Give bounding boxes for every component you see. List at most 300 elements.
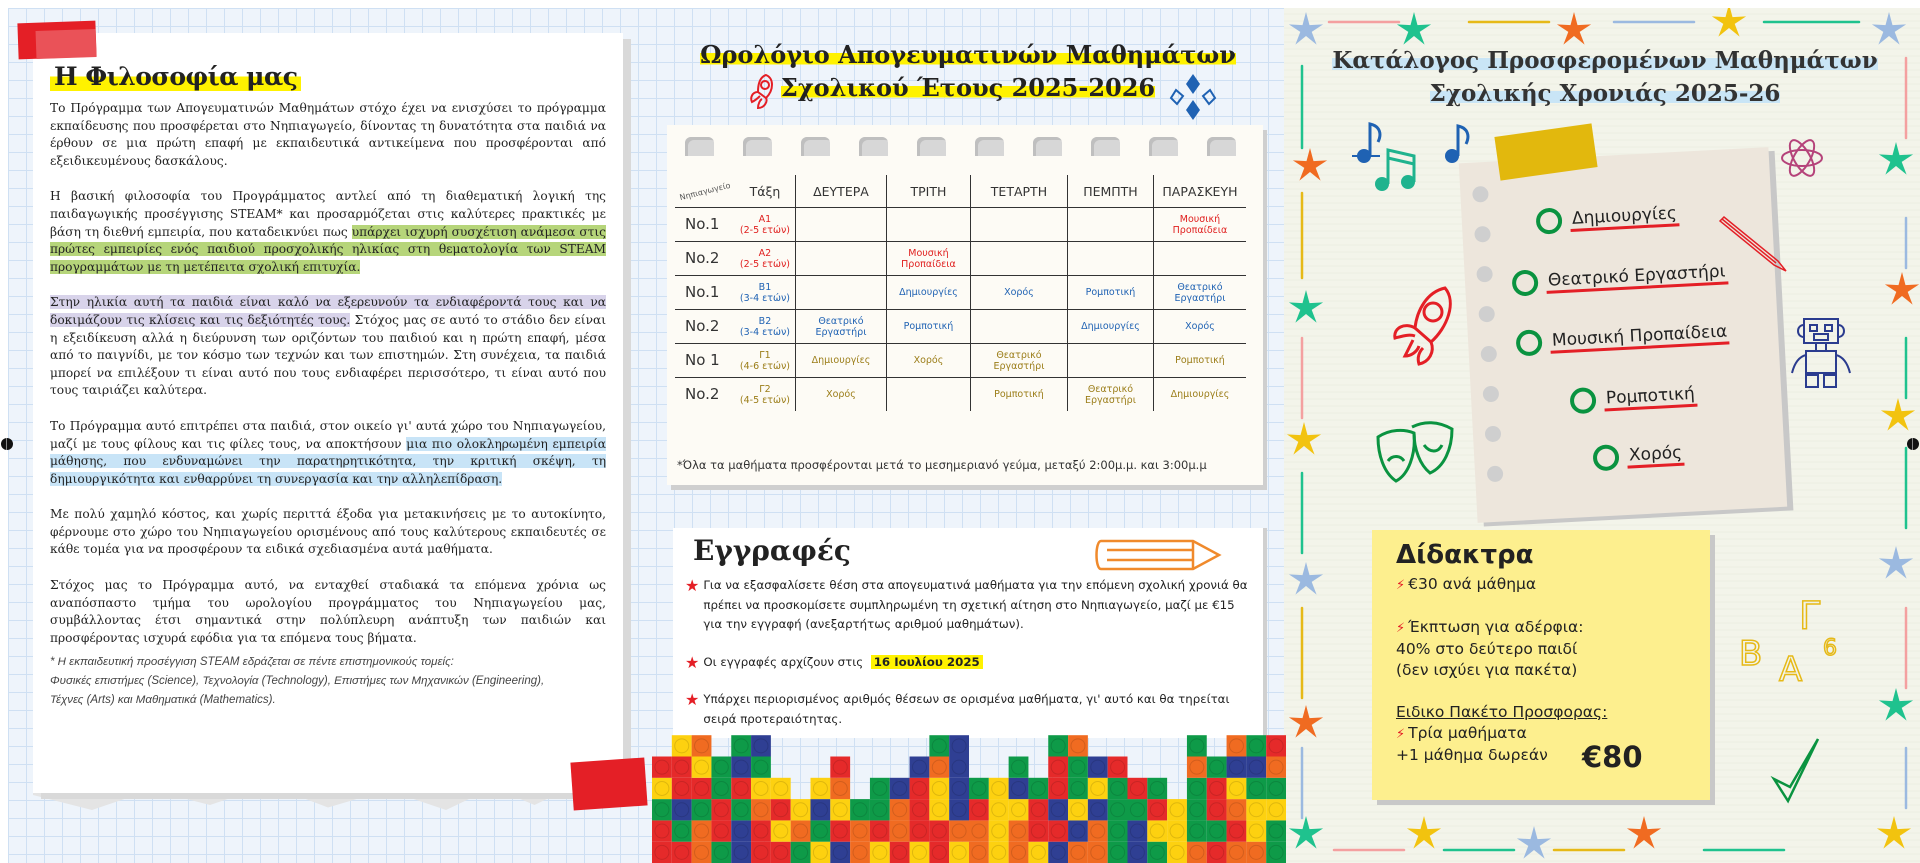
lego-stud <box>912 845 926 859</box>
philosophy-paragraph-4 <box>50 418 606 488</box>
lego-stud <box>813 845 827 859</box>
lego-stud <box>932 781 946 795</box>
lego-stud <box>1091 760 1105 774</box>
lego-stud <box>1130 803 1144 817</box>
lego-stud <box>695 739 709 753</box>
lego-stud <box>734 845 748 859</box>
binder-hole <box>1207 137 1236 156</box>
lego-stud <box>1170 824 1184 838</box>
philosophy-paragraph-1: Το Πρόγραμμα των Απογευματινών Μαθημάτων στόχο έχει να ενισχύσει το πρόγραμμα εκπαίδευσης που προσφέρεται στο Νηπιαγωγείο, δίνοντας τη δυνατότητα στα παιδιά να έρθουν σε μια πρώτη επαφή με εκπαιδευτικά αντικείμενα που προσφέρονται από εξειδικευμένους δασκάλους. <box>50 101 606 168</box>
class-name: B1 <box>758 281 772 293</box>
lego-stud <box>1229 760 1243 774</box>
schedule-row <box>675 208 1246 242</box>
lego-stud <box>1150 803 1164 817</box>
binder-hole <box>685 137 714 156</box>
lego-stud <box>774 824 788 838</box>
lego-stud <box>655 845 669 859</box>
star-decoration <box>1293 148 1327 181</box>
lego-stud <box>1269 739 1283 753</box>
pencil-icon <box>1093 538 1223 572</box>
offer-line: +1 μάθημα δωρεάν <box>1396 746 1548 764</box>
lego-stud <box>932 803 946 817</box>
course-label: Χορός <box>1626 442 1684 468</box>
lego-stud <box>1269 781 1283 795</box>
lego-stud <box>873 824 887 838</box>
lego-stud <box>992 845 1006 859</box>
lego-stud <box>1012 760 1026 774</box>
lego-stud <box>675 824 689 838</box>
letter-gamma: Γ <box>1799 595 1821 638</box>
lego-stud <box>754 824 768 838</box>
registration-item-text: Για να εξασφαλίσετε θέση στα απογευματινά μαθήματα για την επόμενη σχολική χρονιά θα πρέπει να προσκομίσετε συμπληρωμένη τη σχετική αίτηση στο Νηπιαγωγείο, μαζί με €15 για την εγγραφή (ανεξαρτήτως αριθμού μαθημάτων). <box>703 578 1248 631</box>
lego-stud <box>1170 803 1184 817</box>
lego-stud <box>833 781 847 795</box>
philosophy-paragraph-5: Με πολύ χαμηλό κόστος, και χωρίς περιττά έξοδα για μετακινήσεις με το αυτοκίνητο, φέρνουμε στο χώρο του Νηπιαγωγείου ορισμένους από τους καλύτερους εκπαιδευτές σε κάθε τομέα για να προσφέρουν τα ειδικά σχεδιασμένα αυτά μαθήματα. <box>50 507 606 557</box>
diamond-icon <box>1168 72 1218 122</box>
class-cell <box>735 242 796 276</box>
class-cell <box>735 344 796 378</box>
star-decoration <box>1289 290 1323 323</box>
lego-stud <box>675 803 689 817</box>
lego-stud <box>1210 803 1224 817</box>
registration-item <box>685 576 1255 635</box>
lesson-cell <box>970 208 1067 242</box>
star-decoration <box>1289 816 1323 849</box>
schedule-row <box>675 310 1246 344</box>
binder-holes <box>685 137 1236 156</box>
class-ages: (4-5 ετών) <box>739 394 790 406</box>
lego-stud <box>714 760 728 774</box>
lesson-cell: Ρομποτική <box>886 310 970 344</box>
lego-stud <box>1031 845 1045 859</box>
schedule-note: *Όλα τα μαθήματα προσφέρονται μετά το μεσημεριανό γεύμα, μεταξύ 2:00μ.μ. και 3:00μ.μ <box>677 458 1207 472</box>
schedule-title-line-2: Σχολικού Έτους 2025-2026 <box>780 73 1156 102</box>
lego-stud <box>714 781 728 795</box>
lego-stud <box>1111 760 1125 774</box>
lego-stud <box>1071 781 1085 795</box>
lego-stud <box>754 739 768 753</box>
lego-stud <box>1190 760 1204 774</box>
lego-stud <box>1249 781 1263 795</box>
binder-hole <box>743 137 772 156</box>
highlighted-text: υπάρχει ισχυρή συσχέτιση ανάμεσα στις πρώτες εμπειρίες ενός παιδιού προσχολικής ηλικίας στη θεματολογία των STEAM προγραμμάτων με τη μετέπειτα σχολική επιτυχία. <box>50 224 606 274</box>
lego-stud <box>774 803 788 817</box>
lego-stud <box>1249 803 1263 817</box>
school-cell: No 1 <box>675 344 735 378</box>
star-decoration <box>1397 12 1431 45</box>
registration-item <box>685 653 1255 673</box>
lego-stud <box>1190 845 1204 859</box>
lego-stud <box>873 845 887 859</box>
philosophy-paragraph-2 <box>50 188 606 276</box>
registration-item <box>685 690 1255 729</box>
lego-stud <box>1051 781 1065 795</box>
star-icon: ★ <box>685 690 700 709</box>
fees-title: Δίδακτρα <box>1396 540 1534 570</box>
school-cell: No.1 <box>675 276 735 310</box>
lightning-icon: ⚡ <box>1396 727 1406 742</box>
lego-stud <box>932 739 946 753</box>
lego-stud <box>893 845 907 859</box>
lesson-cell <box>886 208 970 242</box>
registration-card <box>673 528 1263 738</box>
lego-stud <box>873 803 887 817</box>
lego-stud <box>1071 760 1085 774</box>
school-cell: No.2 <box>675 310 735 344</box>
lesson-cell: Θεατρικό Εργαστήρι <box>1153 276 1246 310</box>
lego-stud <box>1071 803 1085 817</box>
lesson-cell: Δημιουργίες <box>886 276 970 310</box>
lego-stud <box>1111 824 1125 838</box>
offer-price: €80 <box>1582 740 1643 774</box>
catalog-title-line-1: Κατάλογος Προσφερομένων Μαθημάτων <box>1332 47 1878 74</box>
star-decoration <box>1872 12 1906 45</box>
lego-stud <box>714 803 728 817</box>
binder-hole <box>975 137 1004 156</box>
lego-stud <box>912 760 926 774</box>
philosophy-body <box>50 100 606 710</box>
lesson-cell <box>1067 208 1153 242</box>
class-ages: (2-5 ετών) <box>739 258 790 270</box>
lego-stud <box>932 824 946 838</box>
lesson-cell: Ρομποτική <box>970 378 1067 412</box>
lego-stud <box>1210 845 1224 859</box>
red-tape-top-overlay <box>36 29 97 59</box>
lego-stud <box>794 824 808 838</box>
binder-hole <box>801 137 830 156</box>
lego-stud <box>1229 824 1243 838</box>
lego-stud <box>853 824 867 838</box>
registration-item-text: Οι εγγραφές αρχίζουν στις <box>703 654 864 669</box>
offer-line: Τρία μαθήματα <box>1408 724 1527 742</box>
lego-stud <box>794 845 808 859</box>
lego-stud <box>1031 824 1045 838</box>
class-ages: (4-6 ετών) <box>739 360 790 372</box>
lightning-icon: ⚡ <box>1396 621 1406 636</box>
lego-stud <box>1111 845 1125 859</box>
lego-stud <box>1111 781 1125 795</box>
lego-stud <box>714 845 728 859</box>
discount-title: Έκπτωση για αδέρφια: <box>1408 618 1584 636</box>
schedule-row <box>675 242 1246 276</box>
lego-stud <box>734 781 748 795</box>
lego-stud <box>972 824 986 838</box>
class-ages: (2-5 ετών) <box>739 224 790 236</box>
star-decoration <box>1627 816 1661 849</box>
lego-stud <box>714 824 728 838</box>
lego-stud <box>972 845 986 859</box>
lego-stud <box>1269 845 1283 859</box>
header-monday: ΔΕΥΤΕΡΑ <box>795 175 886 208</box>
lego-stud <box>1051 739 1065 753</box>
star-decoration <box>1287 422 1321 455</box>
lego-stud <box>734 760 748 774</box>
lego-stud <box>1229 803 1243 817</box>
lesson-cell: Δημιουργίες <box>1153 378 1246 412</box>
lego-stud <box>734 739 748 753</box>
course-label: Ρομποτική <box>1603 383 1697 411</box>
star-decoration <box>1712 8 1746 37</box>
binder-hole <box>1091 137 1120 156</box>
lego-stud <box>972 781 986 795</box>
lego-stud <box>1229 781 1243 795</box>
lego-stud <box>1269 760 1283 774</box>
lego-stud <box>1071 739 1085 753</box>
lego-stud <box>1249 760 1263 774</box>
lego-stud <box>1012 824 1026 838</box>
lego-stud <box>853 845 867 859</box>
binder-hole <box>1149 137 1178 156</box>
lego-stud <box>853 803 867 817</box>
class-name: A1 <box>758 213 772 225</box>
red-tape-bottom <box>570 757 647 810</box>
offer-title: Ειδικο Πακέτο Προσφορας: <box>1396 703 1608 721</box>
lesson-cell: Μουσική Προπαίδεια <box>1153 208 1246 242</box>
lego-stud <box>1150 781 1164 795</box>
lego-stud <box>1249 739 1263 753</box>
course-label: Δημιουργίες <box>1569 203 1679 232</box>
class-cell <box>735 208 796 242</box>
lego-stud <box>1130 824 1144 838</box>
lego-stud <box>952 781 966 795</box>
lesson-cell <box>1067 344 1153 378</box>
lesson-cell: Δημιουργίες <box>1067 310 1153 344</box>
lego-stud <box>972 803 986 817</box>
discount-note: (δεν ισχύει για πακέτα) <box>1396 661 1578 679</box>
lego-stud <box>932 845 946 859</box>
lego-stud <box>655 781 669 795</box>
lego-stud <box>1012 781 1026 795</box>
lego-stud <box>833 803 847 817</box>
lego-stud <box>813 781 827 795</box>
star-decoration <box>1885 272 1919 305</box>
lego-stud <box>1190 781 1204 795</box>
binder-hole <box>917 137 946 156</box>
star-decoration <box>1289 12 1323 45</box>
schedule-header-row <box>675 175 1246 208</box>
registration-item-text: Υπάρχει περιορισμένος αριθμός θέσεων σε ορισμένα μαθήματα, γι' αυτό και θα τηρείται σειρά προτεραιότητας. <box>703 692 1230 726</box>
lesson-cell: Χορός <box>795 378 886 412</box>
philosophy-paragraph-6: Στόχος μας το Πρόγραμμα αυτό, να ενταχθεί σταδιακά τα επόμενα χρόνια ως αναπόσπαστο τμήμα του ωρολογίου προγράμματος του Νηπιαγωγείου μας, συμβάλλοντας έτσι σημαντικά στην πολύπλευρη ανάπτυξη των παιδιών και προσφέροντας ισχυρά εφόδια για τα επόμενα τους βήματα. <box>50 578 606 645</box>
lego-stud <box>754 845 768 859</box>
lego-stud <box>794 803 808 817</box>
header-class: Τάξη <box>735 175 796 208</box>
lego-stud <box>774 845 788 859</box>
header-friday: ΠΑΡΑΣΚΕΥΗ <box>1162 183 1238 199</box>
lesson-cell: Ρομποτική <box>1153 344 1246 378</box>
lesson-cell: Χορός <box>970 276 1067 310</box>
lesson-cell: Μουσική Προπαίδεια <box>886 242 970 276</box>
lego-stud <box>1051 824 1065 838</box>
paragraph-text: Το Πρόγραμμα αυτό επιτρέπει στα παιδιά, στον οικείο γι' αυτά χώρο του Νηπιαγωγείου, μαζί με τους φίλους και τις φίλες τους, να αποκτήσουν <box>50 418 606 451</box>
lego-stud <box>1012 803 1026 817</box>
class-name: A2 <box>758 247 772 259</box>
class-cell <box>735 378 796 412</box>
lego-stud <box>1229 739 1243 753</box>
lego-stud <box>695 824 709 838</box>
lego-stud <box>1071 845 1085 859</box>
paragraph-text: Η βασική φιλοσοφία του Προγράμματος αντλεί από τη διαθεματική λογική της παιδαγωγικής προσέγγισης STEAM* και προσαρμόζεται στις καλύτερες πρακτικές με βάση τη διεθνή εμπειρία, που καταδεικνύει πως <box>50 189 606 239</box>
binder-hole <box>1033 137 1062 156</box>
binder-hole <box>859 137 888 156</box>
lego-stud <box>1091 803 1105 817</box>
philosophy-paragraph-3 <box>50 294 606 400</box>
course-label: Θεατρικό Εργαστήρι <box>1545 261 1727 293</box>
star-decoration <box>1881 398 1915 431</box>
lesson-cell: Θεατρικό Εργαστήρι <box>795 310 886 344</box>
lego-stud <box>754 803 768 817</box>
lego-stud <box>912 803 926 817</box>
lego-stud <box>893 803 907 817</box>
registration-list <box>685 576 1255 747</box>
class-name: B2 <box>758 315 772 327</box>
lego-stud <box>655 824 669 838</box>
lego-stud <box>912 781 926 795</box>
star-decoration <box>1879 142 1913 175</box>
catalog-title-line-2: Σχολικής Χρονιάς 2025-26 <box>1429 80 1781 107</box>
header-thursday: ΠΕΜΠΤΗ <box>1067 175 1153 208</box>
lego-stud <box>833 760 847 774</box>
lego-stud <box>1190 739 1204 753</box>
star-decoration <box>1289 562 1323 595</box>
corner-label: Νηπιαγωγείο <box>678 180 732 202</box>
letter-beta: Β <box>1739 634 1763 674</box>
lego-stud <box>675 760 689 774</box>
lego-stud <box>952 824 966 838</box>
rocket-icon <box>744 72 778 112</box>
header-wednesday: ΤΕΤΑΡΤΗ <box>970 175 1067 208</box>
registration-date: 16 Ιουλίου 2025 <box>871 655 983 669</box>
class-name: Γ1 <box>759 349 771 361</box>
lego-stud <box>1051 803 1065 817</box>
steam-footnote <box>50 653 606 710</box>
schedule-title-line-1: Ωρολόγιο Απογευματινών Μαθημάτων <box>700 40 1236 69</box>
lego-stud <box>1249 845 1263 859</box>
class-ages: (3-4 ετών) <box>739 292 790 304</box>
lego-stud <box>1229 845 1243 859</box>
footnote-line: Φυσικές επιστήμες (Science), Τεχνολογία (Technology), Επιστήμες των Μηχανικών (Engineering), <box>50 675 545 688</box>
class-cell <box>735 310 796 344</box>
lesson-cell: Θεατρικό Εργαστήρι <box>1067 378 1153 412</box>
lego-stud <box>1150 845 1164 859</box>
lego-stud <box>952 739 966 753</box>
schedule-table <box>675 175 1246 411</box>
lego-stud <box>1269 824 1283 838</box>
lesson-cell: Χορός <box>886 344 970 378</box>
fee-per-lesson: €30 ανά μάθημα <box>1408 575 1537 593</box>
footnote-line: * Η εκπαιδευτική προσέγγιση STEAM εδράζεται σε πέντε επιστημονικούς τομείς: <box>50 656 454 669</box>
lego-stud <box>952 760 966 774</box>
star-decoration <box>1879 688 1913 721</box>
schedule-row <box>675 378 1246 412</box>
lego-stud <box>1012 845 1026 859</box>
lego-stud <box>734 803 748 817</box>
star-decoration <box>1407 816 1441 849</box>
lego-stud <box>873 781 887 795</box>
lego-stud <box>1150 824 1164 838</box>
registration-title: Εγγραφές <box>693 534 851 567</box>
lego-stud <box>912 824 926 838</box>
school-cell: No.2 <box>675 242 735 276</box>
lego-stud <box>1130 781 1144 795</box>
star-icon: ★ <box>685 652 700 672</box>
star-decoration <box>1877 816 1911 849</box>
lesson-cell <box>1153 242 1246 276</box>
lego-stud <box>1170 845 1184 859</box>
lego-stud <box>675 739 689 753</box>
highlighted-text: Στην ηλικία αυτή τα παιδιά είναι καλό να εξερευνούν τα ενδιαφέροντά τους και να δοκιμάζουν τις κλίσεις και τις δεξιότητές τους. <box>50 295 606 327</box>
lego-stud <box>1051 760 1065 774</box>
footnote-line: Τέχνες (Arts) και Μαθηματικά (Mathematics). <box>50 694 276 707</box>
lego-stud <box>833 824 847 838</box>
lego-stud <box>893 824 907 838</box>
letter-alpha: Α <box>1779 650 1803 685</box>
lego-stud <box>695 760 709 774</box>
lesson-cell <box>970 242 1067 276</box>
lego-stud <box>1269 803 1283 817</box>
lego-stud <box>952 803 966 817</box>
class-name: Γ2 <box>759 383 771 395</box>
lego-stud <box>1091 781 1105 795</box>
lego-stud <box>1091 824 1105 838</box>
lightning-icon: ⚡ <box>1396 578 1406 593</box>
lego-stud <box>655 760 669 774</box>
lego-stud <box>932 760 946 774</box>
registration-mark-left <box>1 438 13 450</box>
header-tuesday: ΤΡΙΤΗ <box>886 175 970 208</box>
lego-stud <box>695 781 709 795</box>
lego-stud <box>952 845 966 859</box>
lego-stud <box>833 845 847 859</box>
lesson-cell: Χορός <box>1153 310 1246 344</box>
lego-stud <box>813 824 827 838</box>
star-decoration <box>1517 826 1551 859</box>
highlighted-text: μια πιο ολοκληρωμένη εμπειρία μάθησης, που ενδυναμώνει την παρατηρητικότητα, την κριτική σκέψη, τη δημιουργικότητα και ενθαρρύνει τη συνεργασία και την αλληλεπίδραση. <box>50 436 607 486</box>
lego-stud <box>774 781 788 795</box>
lego-stud <box>1031 803 1045 817</box>
lego-stud <box>1130 845 1144 859</box>
lego-stud <box>754 781 768 795</box>
lego-stud <box>1190 824 1204 838</box>
school-cell: No.2 <box>675 378 735 412</box>
schedule-row <box>675 344 1246 378</box>
schedule-card <box>667 125 1263 485</box>
star-decoration <box>1557 12 1591 45</box>
lego-stud <box>675 781 689 795</box>
lesson-cell: Ρομποτική <box>1067 276 1153 310</box>
border-stars-decoration <box>1284 8 1920 863</box>
lego-stud <box>734 824 748 838</box>
lesson-cell <box>886 378 970 412</box>
schedule-row <box>675 276 1246 310</box>
star-icon: ★ <box>685 576 700 595</box>
lego-stud <box>695 845 709 859</box>
lego-stud <box>1190 803 1204 817</box>
lesson-cell <box>795 208 886 242</box>
lesson-cell <box>1067 242 1153 276</box>
course-label: Μουσική Προπαίδεια <box>1549 321 1729 353</box>
lego-stud <box>675 845 689 859</box>
discount-detail: 40% στο δεύτερο παιδί <box>1396 640 1578 658</box>
lego-stud <box>1051 845 1065 859</box>
lesson-cell <box>970 310 1067 344</box>
lesson-cell: Θεατρικό Εργαστήρι <box>970 344 1067 378</box>
lego-bricks-decoration <box>652 735 1286 863</box>
lego-stud <box>1210 781 1224 795</box>
lego-stud <box>893 781 907 795</box>
lego-stud <box>1031 781 1045 795</box>
philosophy-title: Η Φιλοσοφία μας <box>50 62 301 91</box>
